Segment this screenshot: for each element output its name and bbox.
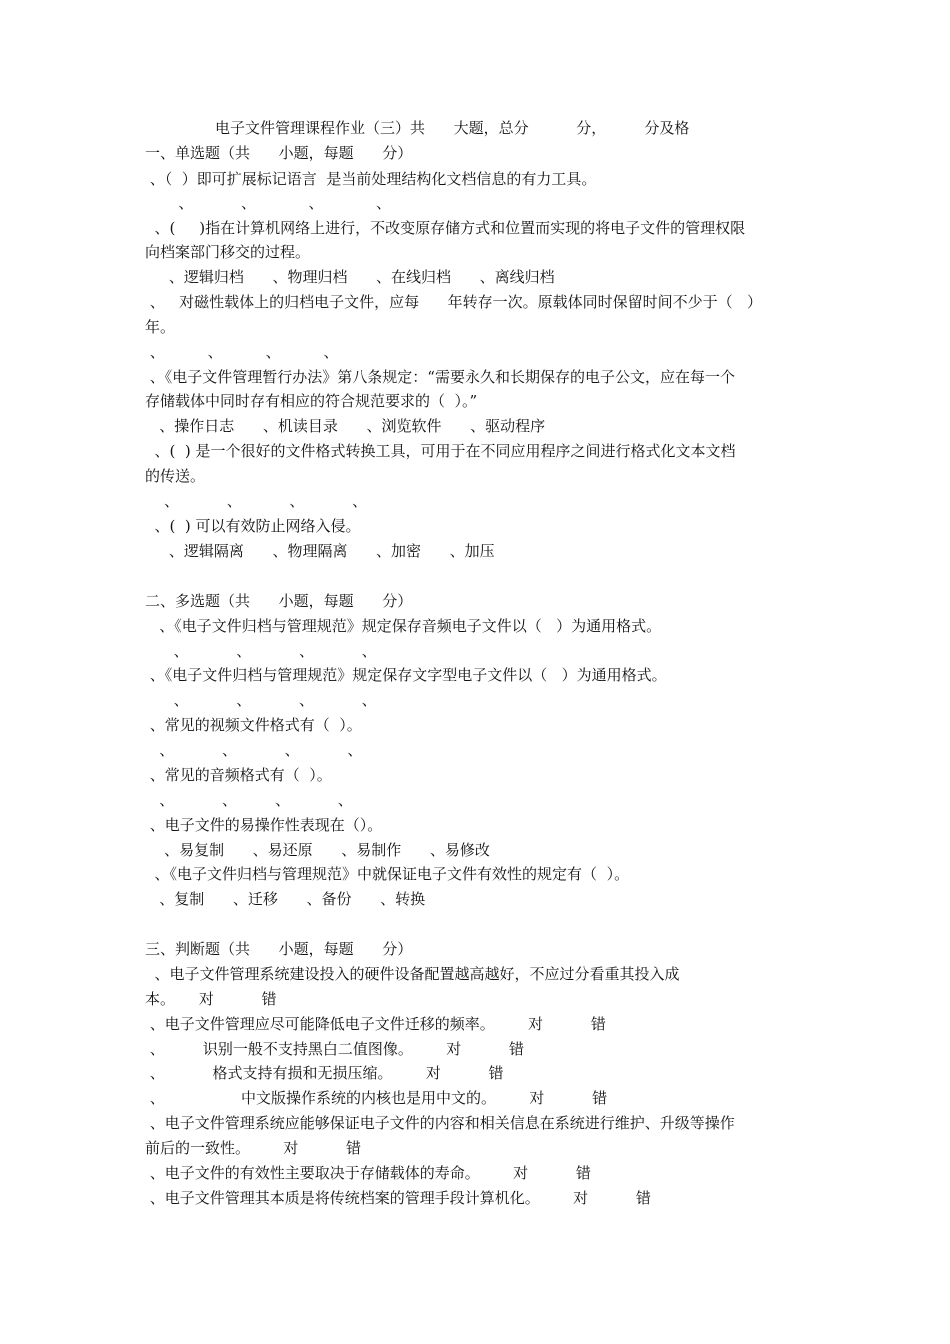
question-line: 年。 [145,318,176,336]
options-line: 、 、 、 、 [145,343,339,361]
section1-heading: 一、单选题（共 小题，每题 分） [145,144,413,162]
options-line: 、 、 、 、 [145,492,368,510]
question-line: 、( )指在计算机网络上进行，不改变原存储方式和位置而实现的将电子文件的管理权限 [145,219,746,237]
question-line: 、 识别一般不支持黑白二值图像。 对 错 [145,1040,524,1058]
question-line: 存储载体中同时存有相应的符合规范要求的（ ）。” [145,392,478,410]
question-line: 、( ) 可以有效防止网络入侵。 [145,517,361,535]
question-line: 的传送。 [145,467,206,485]
question-line: 、《电子文件归档与管理规范》规定保存文字型电子文件以（ ）为通用格式。 [145,666,667,684]
question-line: 、( ) 是一个很好的文件格式转换工具，可用于在不同应用程序之间进行格式化文本文档 [145,442,736,460]
options-line: 、 、 、 、 [145,791,353,809]
options-line: 、逻辑归档 、物理归档 、在线归档 、离线归档 [145,268,555,286]
question-line: 、电子文件管理其本质是将传统档案的管理手段计算机化。 对 错 [145,1189,651,1207]
question-line: 、 对磁性载体上的归档电子文件，应每 年转存一次。原载体同时保留时间不少于（ ） [145,293,762,311]
options-line: 、 、 、 、 [145,194,391,212]
options-line: 、易复制 、易还原 、易制作 、易修改 [145,841,490,859]
options-line: 、复制 、迁移 、备份 、转换 [145,890,426,908]
question-line: 、电子文件管理系统建设投入的硬件设备配置越高越好，不应过分看重其投入成 [145,965,680,983]
question-line: 本。 对 错 [145,990,277,1008]
options-line: 、 、 、 、 [145,691,377,709]
question-line: 、电子文件的易操作性表现在（）。 [145,816,383,834]
options-line: 、 、 、 、 [145,741,363,759]
options-line: 、逻辑隔离 、物理隔离 、加密 、加压 [145,542,495,560]
question-line: 、 格式支持有损和无损压缩。 对 错 [145,1064,504,1082]
question-line: 、 中文版操作系统的内核也是用中文的。 对 错 [145,1089,608,1107]
question-line: 、电子文件的有效性主要取决于存储载体的寿命。 对 错 [145,1164,591,1182]
question-line: 前后的一致性。 对 错 [145,1139,362,1157]
question-line: 、《电子文件归档与管理规范》中就保证电子文件有效性的规定有（ ）。 [145,865,630,883]
question-line: 、电子文件管理应尽可能降低电子文件迁移的频率。 对 错 [145,1015,606,1033]
section2-heading: 二、多选题（共 小题，每题 分） [145,592,413,610]
question-line: 、电子文件管理系统应能够保证电子文件的内容和相关信息在系统进行维护、升级等操作 [145,1114,735,1132]
question-line: 、常见的音频格式有（ ）。 [145,766,332,784]
options-line: 、操作日志 、机读目录 、浏览软件 、驱动程序 [145,417,546,435]
options-line: 、 、 、 、 [145,642,377,660]
question-line: 向档案部门移交的过程。 [145,243,311,261]
question-line: 、《电子文件归档与管理规范》规定保存音频电子文件以（ ）为通用格式。 [145,617,662,635]
question-line: 、常见的视频文件格式有（ ）。 [145,716,362,734]
question-line: 、（ ）即可扩展标记语言 是当前处理结构化文档信息的有力工具。 [145,170,597,188]
question-line: 、《电子文件管理暂行办法》第八条规定：“需要永久和长期保存的电子公文，应在每一个 [145,368,735,386]
section3-heading: 三、判断题（共 小题，每题 分） [145,940,413,958]
page-title: 电子文件管理课程作业（三）共 大题，总分 分， 分及格 [215,119,690,137]
